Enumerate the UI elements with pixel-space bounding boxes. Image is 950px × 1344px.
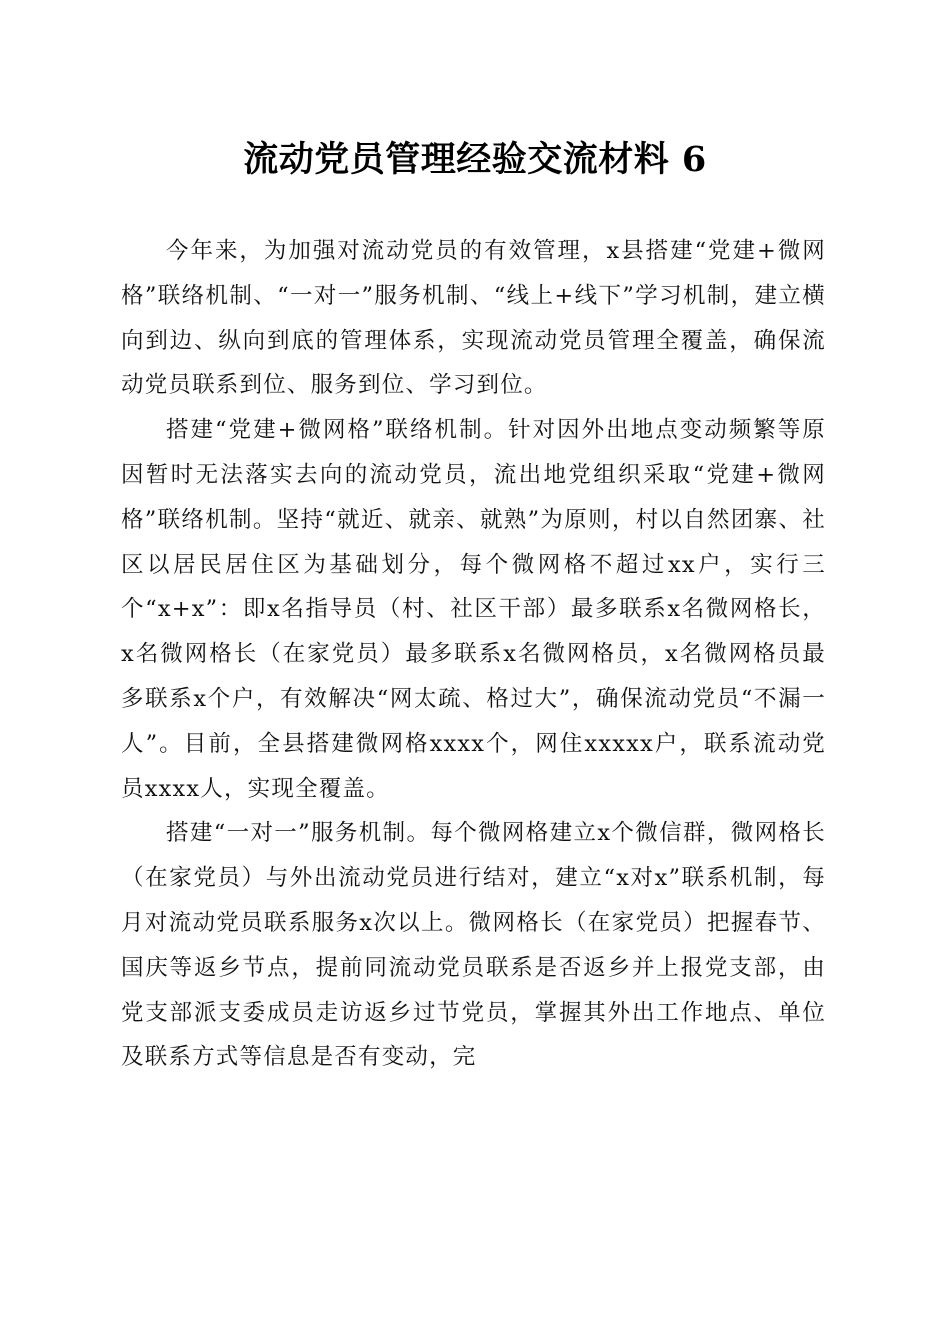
document-title: 流动党员管理经验交流材料 6 <box>243 139 707 180</box>
paragraph-one-to-one-service: 搭建“一对一”服务机制。每个微网格建立x个微信群，微网格长（在家党员）与外出流动党员进行结对，建立“x对x”联系机制，每月对流动党员联系服务x次以上。微网格长（在家党员）把握春节、国庆等返乡节点，提前同流动党员联系是否返乡并上报党支部，由党支部派支委成员走访返乡过节党员，掌握其外出工作地点、单位及联系方式等信息是否有变动，完 <box>121 820 826 1071</box>
paragraph-intro: 今年来，为加强对流动党员的有效管理，x县搭建“党建+微网格”联络机制、“一对一”服务机制、“线上+线下”学习机制，建立横向到边、纵向到底的管理体系，实现流动党员管理全覆盖，确保流动党员联系到位、服务到位、学习到位。 <box>121 238 826 399</box>
paragraph-grid-mechanism: 搭建“党建+微网格”联络机制。针对因外出地点变动频繁等原因暂时无法落实去向的流动党员，流出地党组织采取“党建+微网格”联络机制。坚持“就近、就亲、就熟”为原则，村以自然团寨、社区以居民居住区为基础划分，每个微网格不超过xx户，实行三个“x+x”：即x名指导员（村、社区干部）最多联系x名微网格长，x名微网格长（在家党员）最多联系x名微网格员，x名微网格员最多联系x个户，有效解决“网太疏、格过大”，确保流动党员“不漏一人”。目前，全县搭建微网格xxxx个，网住xxxxx户，联系流动党员xxxx人，实现全覆盖。 <box>121 417 826 802</box>
document-body <box>121 229 826 1080</box>
